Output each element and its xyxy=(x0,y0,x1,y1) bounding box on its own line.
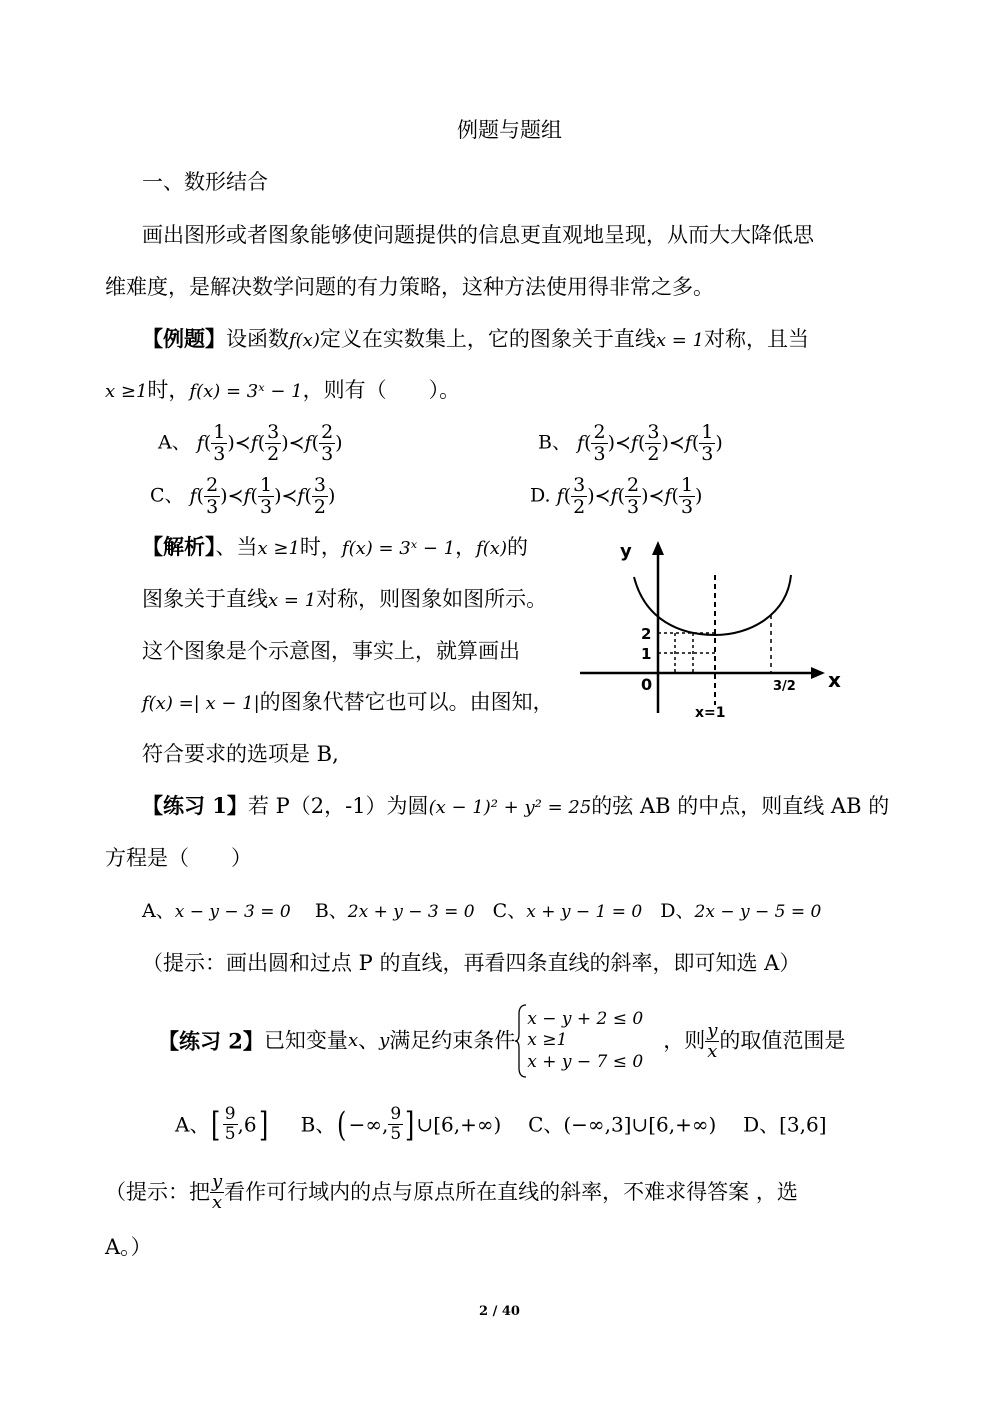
solution-line-4: f(x) =| x − 1|的图象代替它也可以。由图知， xyxy=(142,690,554,714)
tick-1-label: 1 xyxy=(641,645,652,663)
option-b-formula: f( $\frac{2}{3}$ )≺f( $\frac{3}{2}$ )≺f( $\frac{1}{3}$ ) xyxy=(577,421,723,465)
page-number: 2 / 40 xyxy=(479,1304,520,1319)
constraint-brace xyxy=(515,1004,527,1078)
solution-line-3: 这个图象是个示意图，事实上，就算画出 xyxy=(142,639,520,663)
intro-line-1: 画出图形或者图象能够使问题提供的信息更直观地呈现，从而大大降低思 xyxy=(142,223,814,247)
solution-tag: 【解析】 xyxy=(142,534,216,559)
constraint-system: x − y + 2 ≤ 0 x ≥1 x + y − 7 ≤ 0 xyxy=(527,1009,644,1072)
ex1-tag: 【练习 1】 xyxy=(142,793,248,818)
function-graph xyxy=(575,535,860,725)
ex2-line-1: 【练习 2】已知变量x、y满足约束条件 x − y + 2 ≤ 0 x ≥1 x + y − 7 ≤ 0 ，则 $\frac{y}{x}$ 的取值范围是 xyxy=(158,1004,845,1078)
option-c: C、 f( $\frac{2}{3}$ )≺f( $\frac{1}{3}$ )≺f( $\frac{3}{2}$ ) xyxy=(150,474,336,518)
solution-line-2: 图象关于直线x = 1对称，则图象如图所示。 xyxy=(142,587,548,611)
option-c-formula: f( $\frac{2}{3}$ )≺f( $\frac{1}{3}$ )≺f( $\frac{3}{2}$ ) xyxy=(189,474,336,518)
y-label: y xyxy=(620,541,632,562)
axis-line-label: x=1 xyxy=(695,705,726,721)
option-a: A、 f( $\frac{1}{3}$ )≺f( $\frac{3}{2}$ )≺f( $\frac{2}{3}$ ) xyxy=(158,421,343,465)
ex2-hint-line-2: A。） xyxy=(105,1235,152,1259)
section-heading: 一、数形结合 xyxy=(142,170,268,194)
y-axis-arrow xyxy=(652,541,664,555)
x-tick-label: 3/2 xyxy=(773,679,796,694)
tick-2-label: 2 xyxy=(641,625,652,643)
page-title: 例题与题组 xyxy=(457,118,562,142)
option-d-formula: f( $\frac{3}{2}$ )≺f( $\frac{2}{3}$ )≺f( $\frac{1}{3}$ ) xyxy=(556,474,703,518)
x-axis-arrow xyxy=(811,667,825,679)
ex1-hint: （提示：画出圆和过点 P 的直线，再看四条直线的斜率，即可知选 A） xyxy=(142,951,801,975)
option-d: D. f( $\frac{3}{2}$ )≺f( $\frac{2}{3}$ )≺f( $\frac{1}{3}$ ) xyxy=(530,474,703,518)
x-label: x xyxy=(828,668,841,692)
option-a-formula: f( $\frac{1}{3}$ )≺f( $\frac{3}{2}$ )≺f( $\frac{2}{3}$ ) xyxy=(196,421,343,465)
y-over-x: $\frac{y}{x}$ xyxy=(707,1019,718,1062)
ex1-options: A、x − y − 3 = 0 B、2x + y − 3 = 0 C、x + y − 1 = 0 D、2x − y − 5 = 0 xyxy=(142,900,822,922)
intro-line-2: 维难度，是解决数学问题的有力策略，这种方法使用得非常之多。 xyxy=(105,275,714,299)
example-line-2: x ≥1时，f(x) = 3ˣ − 1，则有（ ）。 xyxy=(105,378,461,402)
solution-line-1: 【解析】、当x ≥1时，f(x) = 3ˣ − 1，f(x)的 xyxy=(142,534,528,559)
ex2-tag: 【练习 2】 xyxy=(158,1028,264,1054)
ex1-line-2: 方程是（ ） xyxy=(105,846,252,870)
example-tag: 【例题】 xyxy=(142,326,226,351)
ex1-line-1: 【练习 1】若 P（2，-1）为圆(x − 1)² + y² = 25的弦 AB 的中点，则直线 AB 的 xyxy=(142,793,890,818)
ex2-options: A、[ $\frac{9}{5}$ ,6] B、(−∞, $\frac{9}{5}$ ]∪[6,+∞) C、(−∞,3]∪[6,+∞) D、[3,6] xyxy=(175,1104,827,1145)
origin-label: 0 xyxy=(641,675,653,694)
example-line-1: 【例题】设函数f(x)定义在实数集上，它的图象关于直线x = 1对称，且当 xyxy=(142,326,809,351)
option-b: B、 f( $\frac{2}{3}$ )≺f( $\frac{3}{2}$ )≺f( $\frac{1}{3}$ ) xyxy=(538,421,723,465)
ex2-hint-line-1: （提示：把 $\frac{y}{x}$ 看作可行域内的点与原点所在直线的斜率，不难求得答案 ，选 xyxy=(105,1171,798,1213)
solution-line-5: 符合要求的选项是 B, xyxy=(142,742,339,766)
